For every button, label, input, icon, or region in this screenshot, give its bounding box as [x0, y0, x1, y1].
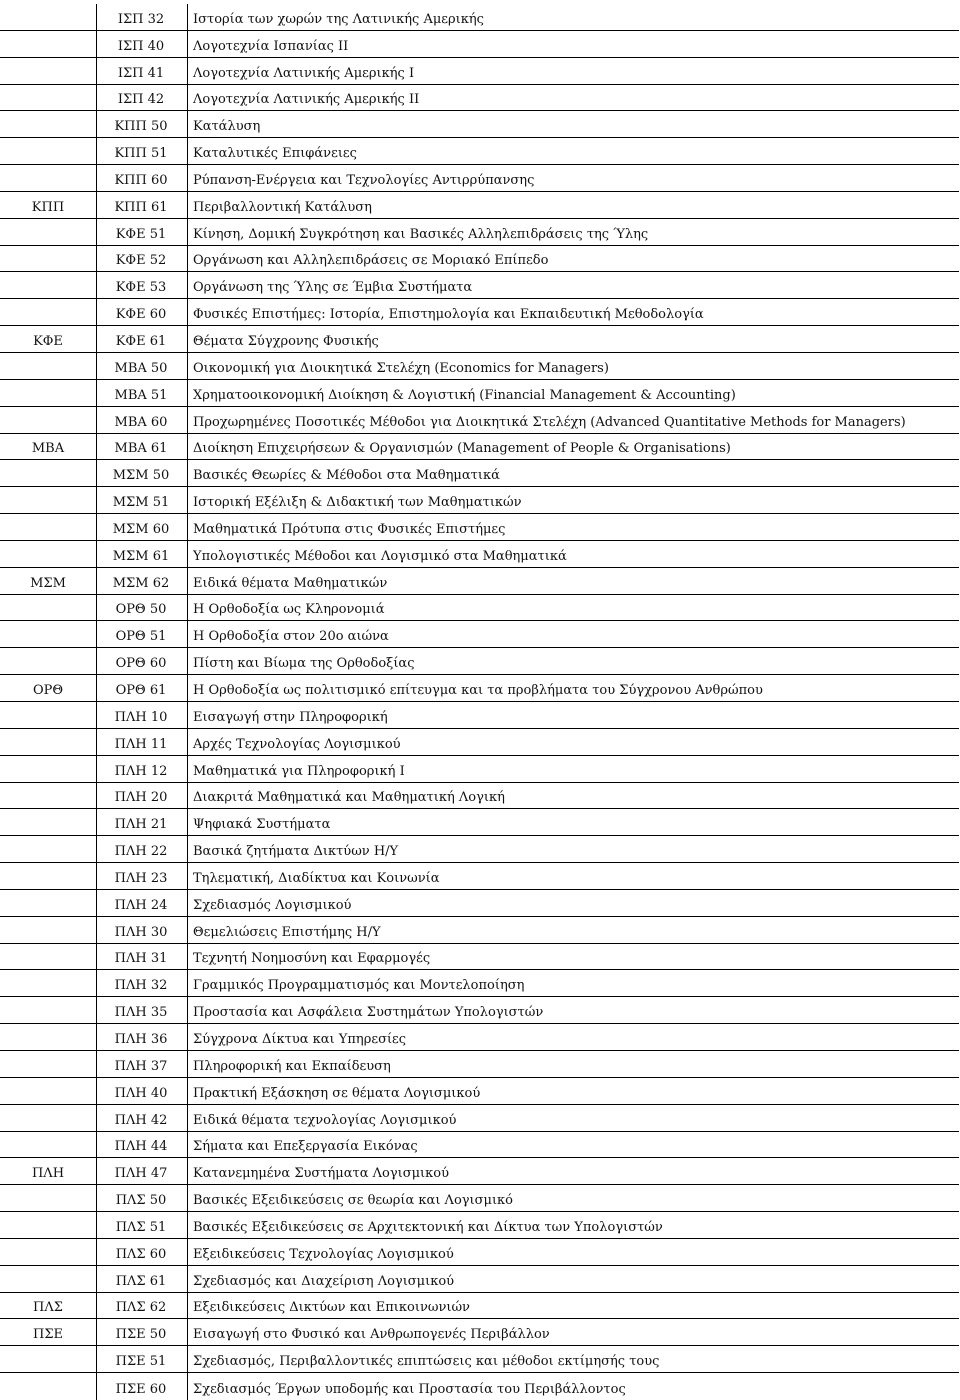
course-title: Πρακτική Εξάσκηση σε θέματα Λογισμικού [193, 1085, 481, 1101]
column-divider [187, 58, 188, 84]
course-code: ΠΛΗ 12 [114, 763, 168, 779]
column-divider [187, 917, 188, 943]
course-code: ΜΣΜ 61 [112, 548, 170, 564]
course-code: ΟΡΘ 60 [115, 656, 167, 672]
table-row [0, 272, 959, 299]
course-title: Οργάνωση της Ύλης σε Έμβια Συστήματα [193, 280, 473, 296]
course-code: ΠΛΗ 22 [114, 844, 168, 860]
column-divider [187, 326, 188, 352]
course-code: ΟΡΘ 51 [115, 629, 167, 645]
column-divider [187, 997, 188, 1023]
course-title: Βασικά ζητήματα Δικτύων Η/Υ [193, 844, 399, 860]
column-divider [187, 863, 188, 889]
course-title: Βασικές Εξειδικεύσεις σε Αρχιτεκτονική και Δίκτυα των Υπολογιστών [193, 1219, 663, 1235]
table-row [0, 595, 959, 622]
course-title: Θεμελιώσεις Επιστήμης Η/Υ [193, 924, 381, 940]
table-row [0, 944, 959, 971]
column-divider [187, 1024, 188, 1050]
column-divider [187, 434, 188, 460]
column-divider [187, 783, 188, 809]
column-divider [187, 272, 188, 298]
column-divider [187, 944, 188, 970]
course-title: Προστασία και Ασφάλεια Συστημάτων Υπολογιστών [193, 1005, 544, 1021]
table-row [0, 1346, 959, 1373]
table-row [0, 541, 959, 568]
course-title: Χρηματοοικονομική Διοίκηση & Λογιστική (Financial Management & Accounting) [193, 387, 736, 403]
table-row [0, 1212, 959, 1239]
course-code: ΚΠΠ 50 [114, 119, 168, 135]
course-title: Σήματα και Επεξεργασία Εικόνας [193, 1139, 418, 1155]
course-title: Βασικές Θεωρίες & Μέθοδοι στα Μαθηματικά [193, 468, 500, 484]
column-divider [187, 1158, 188, 1184]
course-title: Προχωρημένες Ποσοτικές Μέθοδοι για Διοικητικά Στελέχη (Advanced Quantitative Methods for Managers) [193, 414, 906, 430]
table-row [0, 4, 959, 31]
table-row [0, 460, 959, 487]
course-title: Σχεδιασμός και Διαχείριση Λογισμικού [193, 1273, 455, 1289]
table-row [0, 917, 959, 944]
table-row [0, 863, 959, 890]
course-code: ΠΣΕ 51 [115, 1354, 167, 1370]
course-title: Ψηφιακά Συστήματα [193, 817, 331, 833]
table-row [0, 1293, 959, 1320]
column-divider [187, 541, 188, 567]
table-row [0, 165, 959, 192]
column-divider [187, 568, 188, 594]
course-title: Υπολογιστικές Μέθοδοι και Λογισμικό στα Μαθηματικά [193, 548, 567, 564]
course-code: ΠΛΗ 32 [114, 978, 168, 994]
table-row [0, 58, 959, 85]
group-code: ΟΡΘ [32, 682, 64, 698]
course-title: Εισαγωγή στο Φυσικό και Ανθρωπογενές Περιβάλλον [193, 1327, 550, 1343]
course-code: ΚΦΕ 61 [115, 333, 167, 349]
table-row [0, 729, 959, 756]
course-code: ΜΒΑ 50 [114, 360, 168, 376]
course-code: ΠΛΗ 10 [114, 709, 168, 725]
table-row [0, 1185, 959, 1212]
course-title: Εξειδικεύσεις Δικτύων και Επικοινωνιών [193, 1300, 470, 1316]
course-title: Εισαγωγή στην Πληροφορική [193, 709, 388, 725]
course-title: Μαθηματικά για Πληροφορική Ι [193, 763, 405, 779]
course-title: Λογοτεχνία Λατινικής Αμερικής Ι [193, 65, 415, 81]
column-divider [187, 621, 188, 647]
column-divider [187, 246, 188, 272]
group-code: ΠΛΗ [31, 1166, 65, 1182]
column-divider [187, 85, 188, 111]
course-code: ΙΣΠ 42 [117, 92, 165, 108]
group-code: ΠΣΕ [32, 1327, 64, 1343]
course-title: Ιστορία των χωρών της Λατινικής Αμερικής [193, 11, 484, 27]
course-code: ΚΦΕ 60 [115, 307, 167, 323]
table-row [0, 890, 959, 917]
column-divider [187, 138, 188, 164]
table-row [0, 648, 959, 675]
table-row [0, 138, 959, 165]
table-row [0, 1078, 959, 1105]
course-title: Εξειδικεύσεις Τεχνολογίας Λογισμικού [193, 1246, 454, 1262]
table-row [0, 31, 959, 58]
table-row [0, 326, 959, 353]
course-title: Κατανεμημένα Συστήματα Λογισμικού [193, 1166, 449, 1182]
column-divider [187, 890, 188, 916]
table-row [0, 675, 959, 702]
column-divider [187, 299, 188, 325]
course-code: ΠΛΗ 36 [114, 1031, 168, 1047]
course-code: ΠΛΗ 47 [114, 1166, 168, 1182]
course-code: ΠΛΣ 50 [115, 1193, 167, 1209]
group-code: ΜΣΜ [30, 575, 66, 591]
course-title: Διακριτά Μαθηματικά και Μαθηματική Λογική [193, 790, 505, 806]
course-title: Διοίκηση Επιχειρήσεων & Οργανισμών (Management of People & Organisations) [193, 441, 731, 457]
course-code: ΠΣΕ 60 [115, 1381, 167, 1397]
table-row [0, 1319, 959, 1346]
group-code: ΚΠΠ [31, 199, 65, 215]
course-code: ΜΣΜ 60 [112, 521, 170, 537]
course-title: Τηλεματική, Διαδίκτυα και Κοινωνία [193, 870, 440, 886]
group-code: ΚΦΕ [33, 333, 63, 349]
table-row [0, 809, 959, 836]
course-code: ΙΣΠ 41 [117, 65, 165, 81]
table-row [0, 1105, 959, 1132]
column-divider [187, 111, 188, 137]
column-divider [187, 487, 188, 513]
table-row [0, 836, 959, 863]
column-divider [187, 192, 188, 218]
column-divider [187, 460, 188, 486]
course-title: Οικονομική για Διοικητικά Στελέχη (Economics for Managers) [193, 360, 609, 376]
course-code: ΙΣΠ 32 [117, 11, 165, 27]
course-title: Σχεδιασμός Λογισμικού [193, 897, 352, 913]
course-code: ΙΣΠ 40 [117, 38, 165, 54]
course-code: ΚΠΠ 60 [114, 172, 168, 188]
course-title: Ρύπανση-Ενέργεια και Τεχνολογίες Αντιρρύπανσης [193, 172, 535, 188]
course-title: Θέματα Σύγχρονης Φυσικής [193, 333, 379, 349]
table-row [0, 219, 959, 246]
course-code: ΠΛΗ 21 [114, 817, 168, 833]
table-row [0, 970, 959, 997]
course-title: Σύγχρονα Δίκτυα και Υπηρεσίες [193, 1031, 407, 1047]
course-code: ΠΛΗ 44 [114, 1139, 168, 1155]
course-code: ΠΛΣ 62 [115, 1300, 167, 1316]
course-code: ΠΛΗ 30 [114, 924, 168, 940]
course-code: ΠΛΗ 23 [114, 870, 168, 886]
course-title: Τεχνητή Νοημοσύνη και Εφαρμογές [193, 951, 431, 967]
course-code: ΜΒΑ 61 [114, 441, 168, 457]
table-row [0, 407, 959, 434]
column-divider [187, 1319, 188, 1345]
column-divider [187, 702, 188, 728]
course-title: Φυσικές Επιστήμες: Ιστορία, Επιστημολογία και Εκπαιδευτική Μεθοδολογία [193, 307, 704, 323]
column-divider [187, 1132, 188, 1158]
column-divider [187, 514, 188, 540]
table-row [0, 568, 959, 595]
table-row [0, 621, 959, 648]
course-title: Η Ορθοδοξία ως πολιτισμικό επίτευγμα και τα προβλήματα του Σύγχρονου Ανθρώπου [193, 682, 763, 698]
table-row [0, 1051, 959, 1078]
table-row [0, 434, 959, 461]
course-code: ΚΦΕ 51 [115, 226, 167, 242]
column-divider [187, 1105, 188, 1131]
table-row [0, 702, 959, 729]
course-title: Ιστορική Εξέλιξη & Διδακτική των Μαθηματικών [193, 495, 522, 511]
column-divider [187, 407, 188, 433]
column-divider [187, 1346, 188, 1372]
column-divider [187, 675, 188, 701]
table-row [0, 380, 959, 407]
group-code: ΜΒΑ [31, 441, 65, 457]
table-row [0, 246, 959, 273]
course-title: Πληροφορική και Εκπαίδευση [193, 1058, 391, 1074]
course-code: ΠΛΗ 37 [114, 1058, 168, 1074]
course-title: Η Ορθοδοξία στον 20ο αιώνα [193, 629, 389, 645]
course-code: ΜΣΜ 51 [112, 495, 170, 511]
column-divider [187, 595, 188, 621]
table-row [0, 783, 959, 810]
table-row [0, 192, 959, 219]
course-title: Λογοτεχνία Λατινικής Αμερικής ΙΙ [193, 92, 420, 108]
column-divider [187, 1373, 188, 1400]
course-code: ΚΠΠ 61 [114, 199, 168, 215]
course-title: Σχεδιασμός, Περιβαλλοντικές επιπτώσεις και μέθοδοι εκτίμησής τους [193, 1354, 660, 1370]
column-divider [187, 970, 188, 996]
table-row [0, 514, 959, 541]
course-code: ΠΛΗ 24 [114, 897, 168, 913]
course-title: Καταλυτικές Επιφάνειες [193, 146, 357, 162]
column-divider [187, 380, 188, 406]
course-title: Ειδικά θέματα Μαθηματικών [193, 575, 388, 591]
column-divider [187, 219, 188, 245]
column-divider [187, 1078, 188, 1104]
course-code: ΠΛΗ 20 [114, 790, 168, 806]
column-divider [187, 353, 188, 379]
column-divider [187, 1239, 188, 1265]
course-title: Αρχές Τεχνολογίας Λογισμικού [193, 736, 401, 752]
course-code: ΚΠΠ 51 [114, 146, 168, 162]
table-row [0, 756, 959, 783]
table-row [0, 997, 959, 1024]
course-code: ΜΣΜ 50 [112, 468, 170, 484]
group-code: ΠΛΣ [33, 1300, 63, 1316]
course-code: ΟΡΘ 50 [115, 602, 167, 618]
course-code: ΜΒΑ 60 [114, 414, 168, 430]
course-code: ΠΛΣ 51 [115, 1219, 167, 1235]
column-divider [187, 648, 188, 674]
column-divider [187, 165, 188, 191]
column-divider [187, 836, 188, 862]
course-title: Ειδικά θέματα τεχνολογίας Λογισμικού [193, 1112, 457, 1128]
table-row [0, 299, 959, 326]
course-code: ΠΣΕ 50 [115, 1327, 167, 1343]
course-title: Περιβαλλοντική Κατάλυση [193, 199, 372, 215]
course-code: ΠΛΗ 35 [114, 1005, 168, 1021]
course-code: ΠΛΣ 60 [115, 1246, 167, 1262]
table-row [0, 1239, 959, 1266]
course-code: ΠΛΗ 42 [114, 1112, 168, 1128]
course-code: ΠΛΗ 11 [114, 736, 168, 752]
column-divider [187, 1266, 188, 1292]
course-code: ΜΒΑ 51 [114, 387, 168, 403]
course-code: ΠΛΗ 40 [114, 1085, 168, 1101]
course-title: Πίστη και Βίωμα της Ορθοδοξίας [193, 656, 415, 672]
course-title: Κατάλυση [193, 119, 261, 135]
course-code: ΠΛΗ 31 [114, 951, 168, 967]
course-code: ΠΛΣ 61 [115, 1273, 167, 1289]
course-title: Κίνηση, Δομική Συγκρότηση και Βασικές Αλληλεπιδράσεις της Ύλης [193, 226, 649, 242]
course-title: Οργάνωση και Αλληλεπιδράσεις σε Μοριακό Επίπεδο [193, 253, 549, 269]
column-divider [187, 809, 188, 835]
course-code: ΚΦΕ 53 [115, 280, 167, 296]
column-divider [187, 4, 188, 30]
course-title: Σχεδιασμός Έργων υποδομής και Προστασία του Περιβάλλοντος [193, 1381, 626, 1397]
table-row [0, 1132, 959, 1159]
course-title: Γραμμικός Προγραμματισμός και Μοντελοποίηση [193, 978, 525, 994]
column-divider [187, 1185, 188, 1211]
column-divider [187, 756, 188, 782]
course-code: ΚΦΕ 52 [115, 253, 167, 269]
course-code: ΟΡΘ 61 [115, 682, 167, 698]
course-title: Λογοτεχνία Ισπανίας ΙΙ [193, 38, 349, 54]
table-row [0, 1024, 959, 1051]
column-divider [187, 1051, 188, 1077]
table-row [0, 487, 959, 514]
table-row [0, 353, 959, 380]
course-title: Βασικές Εξειδικεύσεις σε θεωρία και Λογισμικό [193, 1193, 514, 1209]
course-title: Η Ορθοδοξία ως Κληρονομιά [193, 602, 385, 618]
table-row [0, 1158, 959, 1185]
table-row [0, 1373, 959, 1400]
table-row [0, 111, 959, 138]
table-row [0, 1266, 959, 1293]
column-divider [187, 1212, 188, 1238]
course-title: Μαθηματικά Πρότυπα στις Φυσικές Επιστήμες [193, 521, 506, 537]
column-divider [187, 31, 188, 57]
table-row [0, 85, 959, 112]
course-code: ΜΣΜ 62 [112, 575, 170, 591]
column-divider [187, 1293, 188, 1319]
column-divider [187, 729, 188, 755]
